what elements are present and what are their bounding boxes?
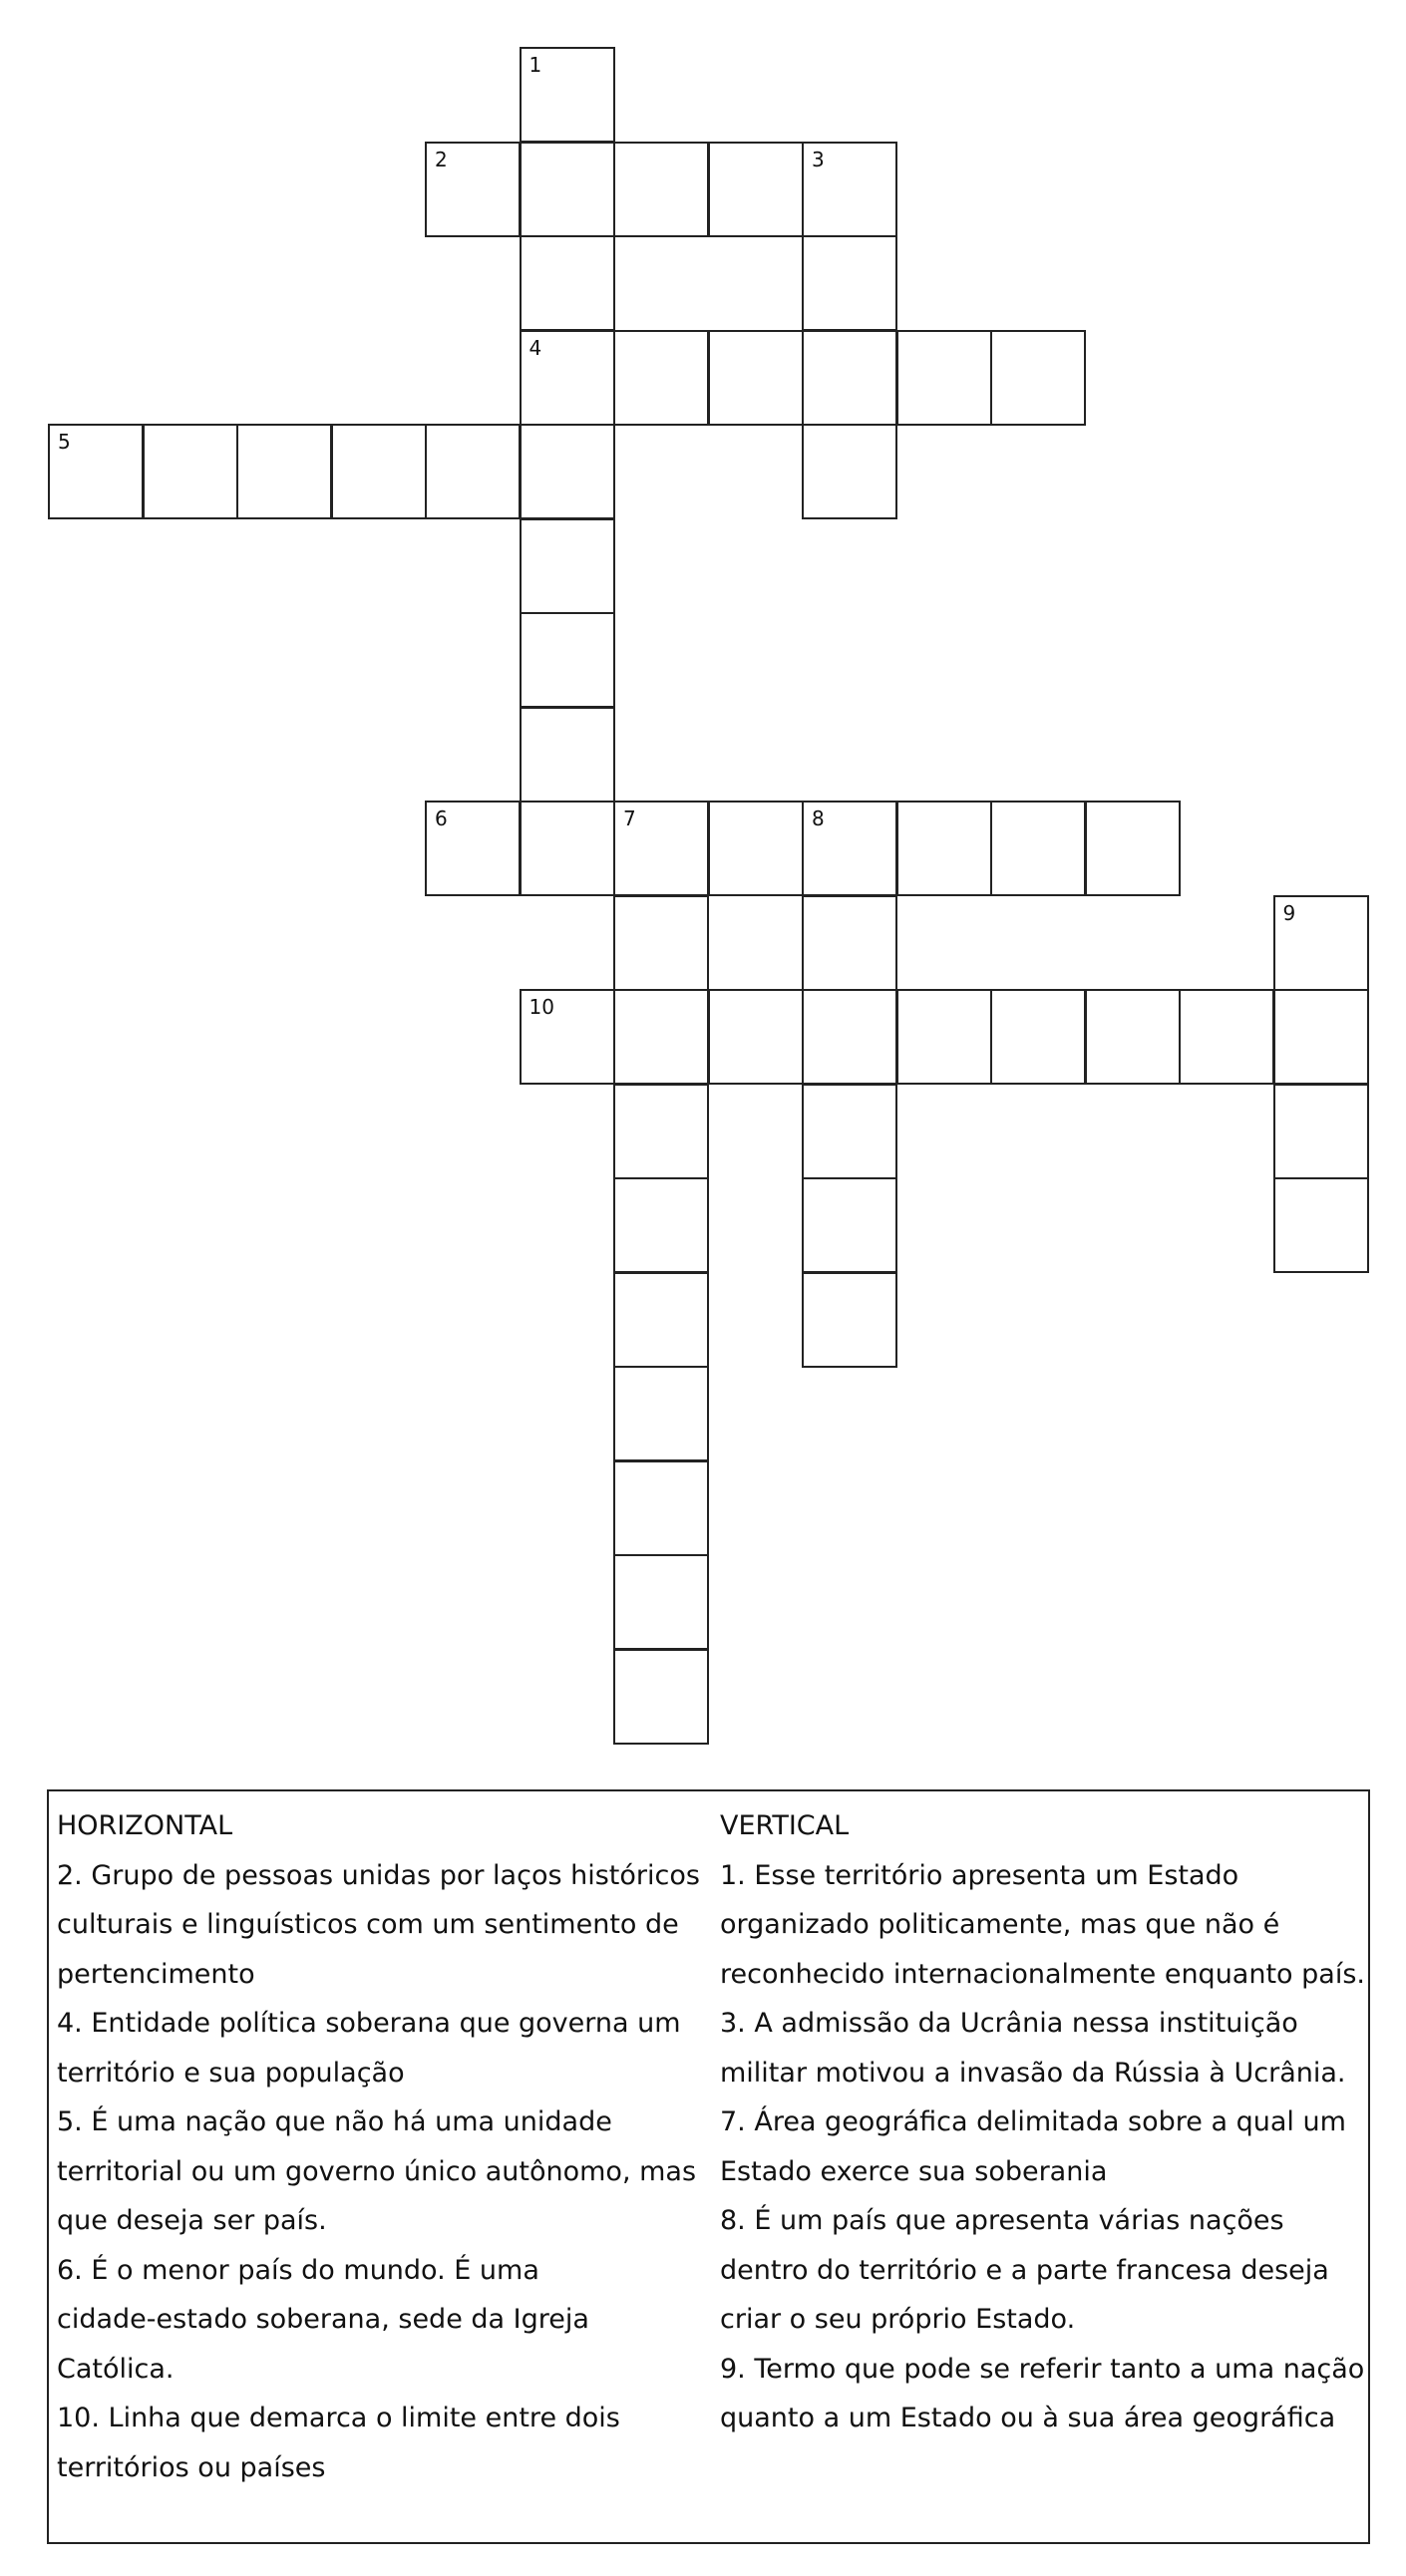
crossword-cell[interactable] [802, 235, 897, 331]
clue-line: 9. Termo que pode se referir tanto a uma nação [720, 2353, 1365, 2385]
clues-box [47, 1789, 1370, 2544]
clue-line: territorial ou um governo único autônomo, mas [57, 2155, 697, 2187]
clue-line: quanto a um Estado ou à sua área geográfica [720, 2403, 1336, 2433]
crossword-cell[interactable] [613, 1554, 709, 1650]
clue-number: 6 [435, 806, 448, 830]
crossword-cell[interactable] [331, 424, 427, 519]
crossword-cell[interactable] [802, 989, 897, 1085]
crossword-cell[interactable] [802, 424, 897, 519]
clue-line: 4. Entidade política soberana que governa um [57, 2008, 681, 2039]
horizontal-title: HORIZONTAL [57, 1810, 233, 1841]
vertical-clues [720, 1801, 1368, 2443]
crossword-cell[interactable] [520, 47, 615, 143]
crossword-cell[interactable] [1273, 895, 1369, 991]
crossword-cell[interactable] [990, 801, 1086, 896]
crossword-cell[interactable] [802, 142, 897, 237]
clue-number: 9 [1282, 900, 1296, 925]
clue-number: 10 [528, 995, 554, 1019]
clue-line: territórios ou países [57, 2451, 326, 2483]
crossword-cell[interactable] [613, 1460, 709, 1556]
crossword-cell[interactable] [1179, 989, 1274, 1085]
clue-number: 1 [528, 53, 542, 77]
crossword-cell[interactable] [708, 989, 804, 1085]
crossword-cell[interactable] [896, 989, 992, 1085]
crossword-cell[interactable] [613, 142, 709, 237]
horizontal-clues [57, 1801, 705, 2492]
crossword-cell[interactable] [1273, 1177, 1369, 1273]
crossword-cell[interactable] [708, 142, 804, 237]
crossword-cell[interactable] [708, 801, 804, 896]
crossword-cell[interactable] [802, 330, 897, 426]
clue-line: militar motivou a invasão da Rússia à Ucrânia. [720, 2057, 1346, 2089]
crossword-cell[interactable] [1085, 801, 1181, 896]
crossword-cell[interactable] [613, 895, 709, 991]
crossword-cell[interactable] [896, 801, 992, 896]
clue-line: cidade-estado soberana, sede da Igreja [57, 2304, 589, 2335]
crossword-cell[interactable] [1273, 989, 1369, 1085]
crossword-cell[interactable] [520, 989, 615, 1085]
crossword-cell[interactable] [1085, 989, 1181, 1085]
crossword-cell[interactable] [520, 424, 615, 519]
crossword-cell[interactable] [520, 142, 615, 237]
crossword-cell[interactable] [613, 989, 709, 1085]
crossword-cell[interactable] [520, 235, 615, 331]
clue-number: 2 [435, 147, 448, 171]
crossword-cell[interactable] [613, 1084, 709, 1179]
crossword-cell[interactable] [613, 1366, 709, 1461]
clue-number: 3 [812, 147, 825, 171]
clue-line: culturais e linguísticos com um sentimento de [57, 1909, 679, 1940]
crossword-cell[interactable] [520, 801, 615, 896]
crossword-cell[interactable] [802, 1177, 897, 1273]
clue-line: Estado exerce sua soberania [720, 2155, 1108, 2187]
clue-line: 5. É uma nação que não há uma unidade [57, 2106, 612, 2137]
clue-line: 2. Grupo de pessoas unidas por laços históricos [57, 1859, 700, 1891]
clue-line: território e sua população [57, 2057, 405, 2089]
clue-number: 8 [812, 806, 825, 830]
crossword-cell[interactable] [520, 707, 615, 803]
crossword-cell[interactable] [520, 518, 615, 614]
clue-line: criar o seu próprio Estado. [720, 2304, 1076, 2335]
crossword-cell[interactable] [802, 1084, 897, 1179]
vertical-title: VERTICAL [720, 1810, 850, 1841]
crossword-cell[interactable] [613, 1177, 709, 1273]
crossword-cell[interactable] [990, 330, 1086, 426]
clue-line: 10. Linha que demarca o limite entre dois [57, 2403, 620, 2433]
clue-line: que deseja ser país. [57, 2205, 327, 2236]
crossword-cell[interactable] [425, 424, 521, 519]
crossword-cell[interactable] [613, 801, 709, 896]
crossword-cell[interactable] [990, 989, 1086, 1085]
crossword-cell[interactable] [613, 330, 709, 426]
clue-line: 1. Esse território apresenta um Estado [720, 1859, 1239, 1891]
crossword-cell[interactable] [425, 801, 521, 896]
clue-number: 5 [58, 430, 71, 454]
crossword-cell[interactable] [48, 424, 144, 519]
clue-line: dentro do território e a parte francesa deseja [720, 2254, 1329, 2286]
crossword-cell[interactable] [520, 330, 615, 426]
clue-line: 3. A admissão da Ucrânia nessa instituição [720, 2008, 1298, 2039]
clue-number: 4 [528, 335, 542, 360]
crossword-cell[interactable] [802, 895, 897, 991]
crossword-cell[interactable] [613, 1272, 709, 1368]
crossword-cell[interactable] [1273, 1084, 1369, 1179]
crossword-cell[interactable] [236, 424, 332, 519]
clue-line: reconhecido internacionalmente enquanto país. [720, 1958, 1365, 1990]
crossword-cell[interactable] [802, 801, 897, 896]
clue-line: Católica. [57, 2353, 175, 2385]
clue-line: 6. É o menor país do mundo. É uma [57, 2254, 539, 2286]
clue-line: 7. Área geográfica delimitada sobre a qual um [720, 2106, 1346, 2137]
clue-line: pertencimento [57, 1958, 255, 1990]
crossword-cell[interactable] [520, 612, 615, 708]
crossword-cell[interactable] [708, 330, 804, 426]
crossword-cell[interactable] [802, 1272, 897, 1368]
crossword-cell[interactable] [613, 1649, 709, 1745]
crossword-cell[interactable] [425, 142, 521, 237]
clue-line: 8. É um país que apresenta várias nações [720, 2205, 1284, 2236]
crossword-cell[interactable] [143, 424, 238, 519]
crossword-cell[interactable] [896, 330, 992, 426]
clue-line: organizado politicamente, mas que não é [720, 1909, 1280, 1940]
clue-number: 7 [623, 806, 636, 830]
